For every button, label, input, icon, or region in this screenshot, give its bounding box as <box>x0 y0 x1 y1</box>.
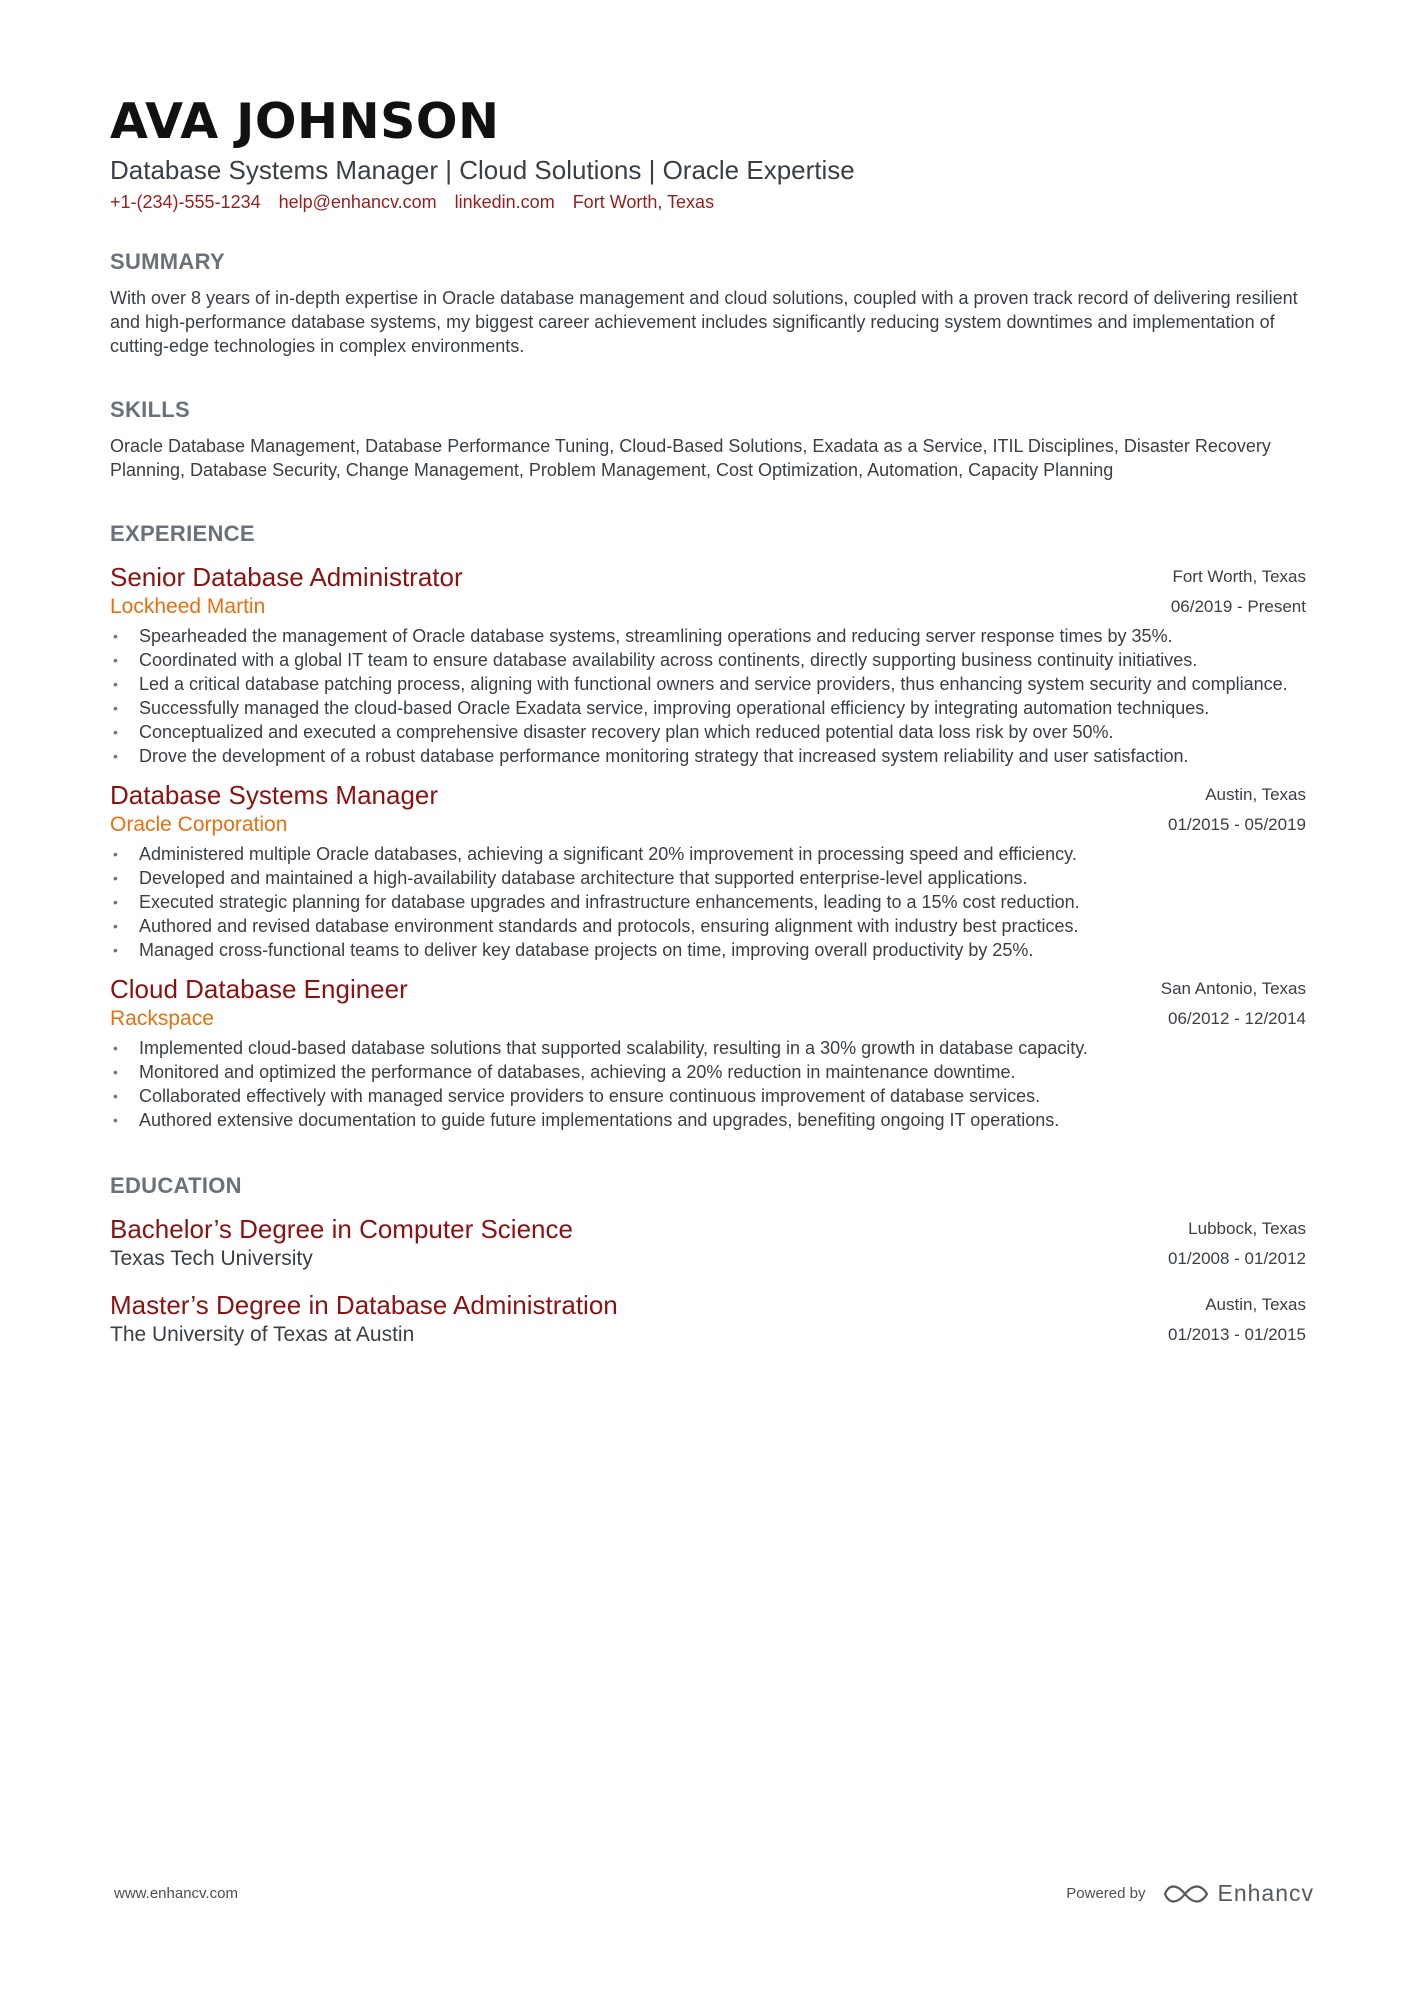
contact-location: Fort Worth, Texas <box>572 192 715 212</box>
footer-website-link[interactable]: www.enhancv.com <box>114 1885 238 1902</box>
experience-entry <box>110 780 1306 962</box>
experience-entry <box>110 562 1306 768</box>
powered-by-label: Powered by <box>1066 1885 1146 1902</box>
experience-section <box>110 520 1306 1132</box>
bullet-text: Spearheaded the management of Oracle database systems, streamlining operations and reducing server response times by 35%. <box>139 626 1173 646</box>
bullet-dot-icon: • <box>113 870 118 886</box>
bullet-dot-icon: • <box>113 894 118 910</box>
bullet-dot-icon: • <box>113 1112 118 1128</box>
bullet-text: Developed and maintained a high-availability database architecture that supported enterprise-level applications. <box>139 868 1028 888</box>
job-role: Senior Database Administrator <box>110 562 463 592</box>
degree-title: Bachelor’s Degree in Computer Science <box>110 1214 573 1244</box>
education-entry <box>110 1290 1306 1350</box>
education-title: EDUCATION <box>110 1173 242 1198</box>
experience-title: EXPERIENCE <box>110 521 255 546</box>
entry-titles <box>110 1214 1168 1274</box>
bullet-dot-icon: • <box>113 676 118 692</box>
entry-titles <box>110 780 1168 840</box>
education-location: Lubbock, Texas <box>1188 1219 1306 1238</box>
entry-meta <box>1168 1290 1306 1350</box>
candidate-name: AVA JOHNSON <box>110 93 500 150</box>
bullet-text: Led a critical database patching process, aligning with functional owners and service providers, thus enhancing system security and compliance. <box>139 674 1288 694</box>
school-name: Texas Tech University <box>110 1247 313 1270</box>
list-item <box>110 1036 1306 1060</box>
entry-titles <box>110 1290 1168 1350</box>
education-dates: 01/2013 - 01/2015 <box>1167 1325 1306 1344</box>
contact-row <box>110 190 1306 214</box>
experience-entry <box>110 974 1306 1132</box>
entry-header <box>110 1290 1306 1350</box>
list-item <box>110 890 1306 914</box>
page-footer <box>114 1880 1314 1907</box>
list-item <box>110 1084 1306 1108</box>
entry-header <box>110 562 1306 622</box>
list-item <box>110 914 1306 938</box>
entry-header <box>110 974 1306 1034</box>
list-item <box>110 720 1306 744</box>
degree-title: Master’s Degree in Database Administration <box>110 1290 618 1320</box>
resume-header <box>110 92 1306 214</box>
bullet-dot-icon: • <box>113 1040 118 1056</box>
bullet-text: Authored and revised database environment standards and protocols, ensuring alignment with industry best practices. <box>139 916 1079 936</box>
headline: Database Systems Manager | Cloud Solutions | Oracle Expertise <box>110 155 855 185</box>
entry-meta <box>1171 562 1306 622</box>
bullet-dot-icon: • <box>113 700 118 716</box>
summary-section <box>110 248 1306 358</box>
list-item <box>110 648 1306 672</box>
job-role: Database Systems Manager <box>110 780 439 810</box>
list-item <box>110 744 1306 768</box>
entry-header <box>110 780 1306 840</box>
job-role: Cloud Database Engineer <box>110 974 408 1004</box>
list-item <box>110 1108 1306 1132</box>
list-item <box>110 624 1306 648</box>
education-dates: 01/2008 - 01/2012 <box>1167 1249 1306 1268</box>
list-item <box>110 1060 1306 1084</box>
bullet-text: Monitored and optimized the performance of databases, achieving a 20% reduction in maintenance downtime. <box>139 1062 1016 1082</box>
entry-meta <box>1161 974 1306 1034</box>
bullet-text: Managed cross-functional teams to deliver key database projects on time, improving overall productivity by 25%. <box>139 940 1034 960</box>
entry-titles <box>110 562 1171 622</box>
list-item <box>110 696 1306 720</box>
bullet-text: Drove the development of a robust database performance monitoring strategy that increased system reliability and user satisfaction. <box>139 746 1189 766</box>
bullet-dot-icon: • <box>113 918 118 934</box>
resume-page <box>110 92 1306 1350</box>
bullet-dot-icon: • <box>113 652 118 668</box>
list-item <box>110 938 1306 962</box>
bullet-text: Implemented cloud-based database solutions that supported scalability, resulting in a 30% growth in database capacity. <box>139 1038 1088 1058</box>
job-location: Fort Worth, Texas <box>1172 567 1306 586</box>
list-item <box>110 842 1306 866</box>
enhancv-logo-icon <box>1163 1882 1209 1906</box>
entry-header <box>110 1214 1306 1274</box>
entry-meta <box>1168 780 1306 840</box>
bullet-text: Coordinated with a global IT team to ensure database availability across continents, directly supporting business continuity initiatives. <box>139 650 1198 670</box>
bullet-text: Conceptualized and executed a comprehensive disaster recovery plan which reduced potential data loss risk by over 50%. <box>139 722 1114 742</box>
bullet-text: Successfully managed the cloud-based Oracle Exadata service, improving operational efficiency by integrating automation techniques. <box>139 698 1210 718</box>
job-bullets <box>110 624 1306 768</box>
skills-text: Oracle Database Management, Database Performance Tuning, Cloud-Based Solutions, Exadata as a Service, ITIL Disciplines, Disaster Recovery Planning, Database Security, Change Management, Problem Management, Cost Optimization, Automation, Capacity Planning <box>110 436 1271 480</box>
job-company: Rackspace <box>110 1007 214 1030</box>
skills-title: SKILLS <box>110 397 191 422</box>
footer-brand <box>1066 1880 1314 1907</box>
contact-phone[interactable]: +1-(234)-555-1234 <box>110 192 261 212</box>
job-bullets <box>110 842 1306 962</box>
entry-meta <box>1168 1214 1306 1274</box>
bullet-dot-icon: • <box>113 748 118 764</box>
bullet-dot-icon: • <box>113 1088 118 1104</box>
bullet-dot-icon: • <box>113 1064 118 1080</box>
job-location: San Antonio, Texas <box>1160 979 1306 998</box>
job-company: Oracle Corporation <box>110 813 288 836</box>
summary-title: SUMMARY <box>110 249 225 274</box>
entry-titles <box>110 974 1161 1034</box>
bullet-dot-icon: • <box>113 942 118 958</box>
enhancv-logo[interactable] <box>1163 1880 1314 1907</box>
contact-email[interactable]: help@enhancv.com <box>278 192 437 212</box>
list-item <box>110 866 1306 890</box>
bullet-text: Executed strategic planning for database upgrades and infrastructure enhancements, leading to a 15% cost reduction. <box>139 892 1080 912</box>
brand-name: Enhancv <box>1217 1880 1314 1906</box>
job-location: Austin, Texas <box>1205 785 1306 804</box>
bullet-text: Administered multiple Oracle databases, achieving a significant 20% improvement in processing speed and efficiency. <box>139 844 1077 864</box>
job-bullets <box>110 1036 1306 1132</box>
bullet-dot-icon: • <box>113 628 118 644</box>
contact-linkedin[interactable]: linkedin.com <box>454 192 555 212</box>
education-section <box>110 1172 1306 1350</box>
bullet-dot-icon: • <box>113 724 118 740</box>
job-dates: 06/2012 - 12/2014 <box>1167 1009 1306 1028</box>
list-item <box>110 672 1306 696</box>
bullet-dot-icon: • <box>113 846 118 862</box>
bullet-text: Authored extensive documentation to guide future implementations and upgrades, benefiting ongoing IT operations. <box>139 1110 1060 1130</box>
job-dates: 06/2019 - Present <box>1170 597 1306 616</box>
job-company: Lockheed Martin <box>110 595 266 618</box>
education-location: Austin, Texas <box>1205 1295 1306 1314</box>
school-name: The University of Texas at Austin <box>110 1323 415 1346</box>
job-dates: 01/2015 - 05/2019 <box>1167 815 1306 834</box>
bullet-text: Collaborated effectively with managed service providers to ensure continuous improvement of database services. <box>139 1086 1041 1106</box>
summary-text: With over 8 years of in-depth expertise in Oracle database management and cloud solutions, coupled with a proven track record of delivering resilient and high-performance database systems, my biggest career achievement includes significantly reducing system downtimes and implementation of cutting-edge technologies in complex environments. <box>110 288 1298 356</box>
skills-section <box>110 396 1306 482</box>
education-entry <box>110 1214 1306 1274</box>
